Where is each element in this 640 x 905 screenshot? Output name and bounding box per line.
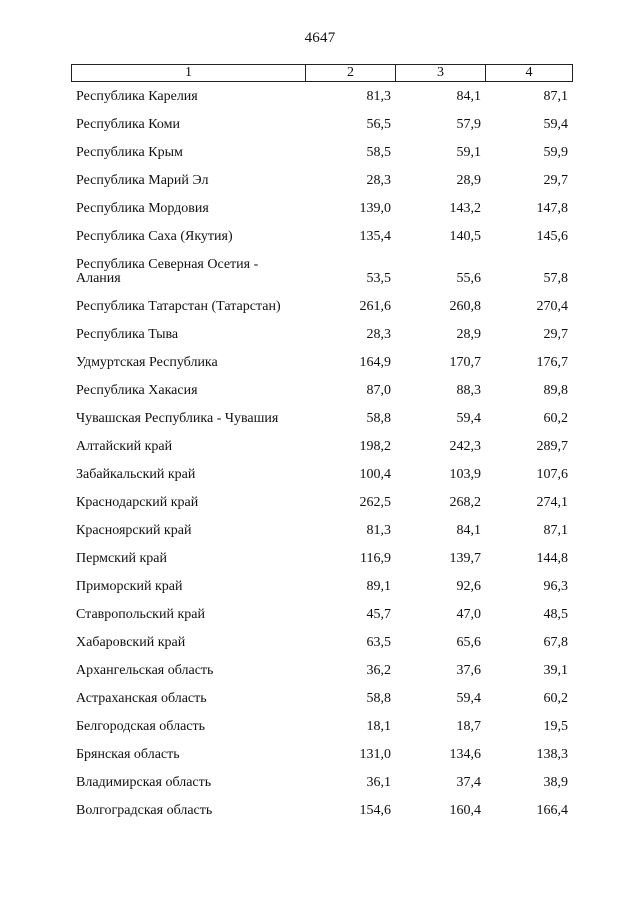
table-row — [0, 114, 640, 142]
value-column-4: 289,7 — [536, 439, 568, 454]
value-column-3: 140,5 — [449, 229, 481, 244]
table-row — [0, 464, 640, 492]
value-column-3: 37,6 — [456, 663, 481, 678]
value-column-2: 81,3 — [366, 89, 391, 104]
value-column-3: 268,2 — [449, 495, 481, 510]
value-column-2: 56,5 — [366, 117, 391, 132]
region-name: Республика Саха (Якутия) — [76, 229, 233, 244]
value-column-3: 160,4 — [449, 803, 481, 818]
value-column-2: 58,5 — [366, 145, 391, 160]
table-row — [0, 380, 640, 408]
region-name: Республика Татарстан (Татарстан) — [76, 299, 281, 314]
value-column-4: 166,4 — [536, 803, 568, 818]
region-name: Алтайский край — [76, 439, 173, 454]
region-name: Чувашская Республика - Чувашия — [76, 411, 279, 426]
value-column-4: 138,3 — [536, 747, 568, 762]
value-column-2: 261,6 — [359, 299, 391, 314]
table-row — [0, 688, 640, 716]
table-row — [0, 520, 640, 548]
value-column-2: 89,1 — [366, 579, 391, 594]
table-row — [0, 226, 640, 254]
region-name: Волгоградская область — [76, 803, 213, 818]
value-column-4: 29,7 — [543, 327, 568, 342]
value-column-4: 144,8 — [536, 551, 568, 566]
region-name: Краснодарский край — [76, 495, 199, 510]
value-column-3: 92,6 — [456, 579, 481, 594]
value-column-2: 87,0 — [366, 383, 391, 398]
region-name: Удмуртская Республика — [76, 355, 218, 370]
region-name: Белгородская область — [76, 719, 206, 734]
value-column-2: 198,2 — [359, 439, 391, 454]
value-column-4: 107,6 — [536, 467, 568, 482]
region-name: Республика Мордовия — [76, 201, 209, 216]
value-column-3: 84,1 — [456, 523, 481, 538]
value-column-3: 59,4 — [456, 411, 481, 426]
region-name: Республика Крым — [76, 145, 183, 160]
table-row — [0, 142, 640, 170]
region-name: Астраханская область — [76, 691, 207, 706]
value-column-3: 139,7 — [449, 551, 481, 566]
region-name: Республика Марий Эл — [76, 173, 209, 188]
value-column-2: 164,9 — [359, 355, 391, 370]
value-column-4: 176,7 — [536, 355, 568, 370]
value-column-3: 18,7 — [456, 719, 481, 734]
table-row — [0, 492, 640, 520]
region-name: Красноярский край — [76, 523, 192, 538]
value-column-4: 87,1 — [543, 523, 568, 538]
page-number: 4647 — [304, 30, 336, 46]
value-column-4: 87,1 — [543, 89, 568, 104]
region-name: Республика Северная Осетия - Алания — [76, 257, 259, 286]
value-column-4: 60,2 — [543, 691, 568, 706]
column-header-4: 4 — [525, 65, 533, 80]
value-column-3: 88,3 — [456, 383, 481, 398]
table-row — [0, 86, 640, 114]
column-header-2: 2 — [306, 65, 396, 81]
value-column-2: 58,8 — [366, 691, 391, 706]
region-name: Хабаровский край — [76, 635, 186, 650]
region-name: Республика Тыва — [76, 327, 179, 342]
value-column-2: 45,7 — [366, 607, 391, 622]
value-column-4: 29,7 — [543, 173, 568, 188]
region-name: Забайкальский край — [76, 467, 196, 482]
table-row — [0, 660, 640, 688]
value-column-3: 242,3 — [449, 439, 481, 454]
value-column-3: 37,4 — [456, 775, 481, 790]
value-column-2: 154,6 — [359, 803, 391, 818]
value-column-4: 57,8 — [543, 271, 568, 286]
value-column-4: 270,4 — [536, 299, 568, 314]
value-column-4: 39,1 — [543, 663, 568, 678]
value-column-3: 84,1 — [456, 89, 481, 104]
value-column-3: 57,9 — [456, 117, 481, 132]
value-column-4: 60,2 — [543, 411, 568, 426]
value-column-3: 59,1 — [456, 145, 481, 160]
value-column-4: 145,6 — [536, 229, 568, 244]
table-row — [0, 800, 640, 828]
table-row — [0, 576, 640, 604]
table-row — [0, 548, 640, 576]
value-column-3: 47,0 — [456, 607, 481, 622]
value-column-4: 96,3 — [543, 579, 568, 594]
region-name: Архангельская область — [76, 663, 214, 678]
value-column-2: 36,1 — [366, 775, 391, 790]
table-row — [0, 408, 640, 436]
value-column-2: 53,5 — [366, 271, 391, 286]
value-column-4: 147,8 — [536, 201, 568, 216]
value-column-2: 131,0 — [359, 747, 391, 762]
region-name: Ставропольский край — [76, 607, 205, 622]
table-row — [0, 296, 640, 324]
value-column-2: 135,4 — [359, 229, 391, 244]
region-name: Республика Коми — [76, 117, 180, 132]
value-column-3: 28,9 — [456, 327, 481, 342]
column-header-1: 1 — [72, 65, 306, 81]
value-column-2: 100,4 — [359, 467, 391, 482]
value-column-3: 260,8 — [449, 299, 481, 314]
value-column-2: 81,3 — [366, 523, 391, 538]
value-column-4: 19,5 — [543, 719, 568, 734]
value-column-2: 63,5 — [366, 635, 391, 650]
value-column-3: 59,4 — [456, 691, 481, 706]
column-header-3: 3 — [396, 65, 486, 81]
value-column-3: 65,6 — [456, 635, 481, 650]
value-column-4: 67,8 — [543, 635, 568, 650]
table-row — [0, 436, 640, 464]
table-row — [0, 604, 640, 632]
table-row — [0, 170, 640, 198]
table-row — [0, 744, 640, 772]
region-name: Приморский край — [76, 579, 183, 594]
table-body — [0, 86, 640, 828]
value-column-3: 134,6 — [449, 747, 481, 762]
value-column-4: 59,9 — [543, 145, 568, 160]
table-row — [0, 324, 640, 352]
value-column-2: 116,9 — [360, 551, 391, 566]
table-row — [0, 632, 640, 660]
value-column-2: 36,2 — [366, 663, 391, 678]
value-column-4: 89,8 — [543, 383, 568, 398]
value-column-2: 28,3 — [366, 173, 391, 188]
table-row — [0, 772, 640, 800]
value-column-3: 55,6 — [456, 271, 481, 286]
region-name: Пермский край — [76, 551, 167, 566]
value-column-4: 59,4 — [543, 117, 568, 132]
table-row — [0, 352, 640, 380]
value-column-2: 58,8 — [366, 411, 391, 426]
value-column-3: 28,9 — [456, 173, 481, 188]
value-column-3: 103,9 — [449, 467, 481, 482]
table-row — [0, 716, 640, 744]
value-column-3: 170,7 — [449, 355, 481, 370]
region-name: Республика Карелия — [76, 89, 198, 104]
value-column-2: 139,0 — [359, 201, 391, 216]
region-name: Владимирская область — [76, 775, 212, 790]
value-column-2: 28,3 — [366, 327, 391, 342]
value-column-4: 274,1 — [536, 495, 568, 510]
table-row — [0, 198, 640, 226]
region-name: Брянская область — [76, 747, 180, 762]
table-header — [71, 64, 573, 82]
table-row — [0, 254, 640, 296]
value-column-4: 38,9 — [543, 775, 568, 790]
value-column-2: 262,5 — [359, 495, 391, 510]
value-column-4: 48,5 — [543, 607, 568, 622]
value-column-3: 143,2 — [449, 201, 481, 216]
value-column-2: 18,1 — [366, 719, 391, 734]
region-name: Республика Хакасия — [76, 383, 198, 398]
